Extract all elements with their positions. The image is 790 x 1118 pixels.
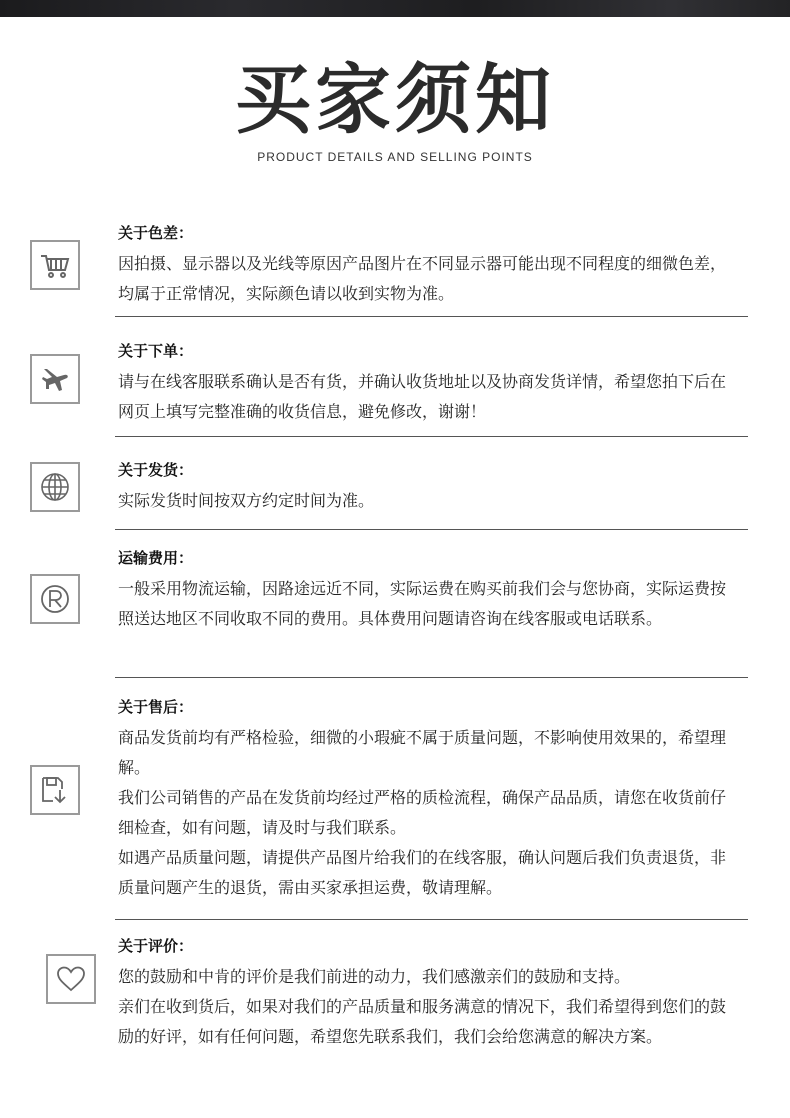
section-after-sales <box>118 697 728 903</box>
section-title: 关于发货： <box>118 461 194 479</box>
airplane-icon <box>30 354 80 404</box>
section-paragraph: 如遇产品质量问题，请提供产品图片给我们的在线客服，确认问题后我们负责退货，非质量问题产生的退货，需由买家承担运费，敬请理解。 <box>118 848 727 897</box>
section-divider <box>115 677 748 678</box>
page-subtitle: PRODUCT DETAILS AND SELLING POINTS <box>257 150 533 164</box>
section-divider <box>115 919 748 920</box>
section-color-difference <box>118 223 728 309</box>
page-header <box>0 55 790 164</box>
section-title: 关于售后： <box>118 698 194 716</box>
page-title: 买家须知 <box>235 55 555 144</box>
section-title: 关于评价： <box>118 937 194 955</box>
shopping-cart-icon <box>30 240 80 290</box>
heart-icon <box>46 954 96 1004</box>
section-reviews <box>118 936 728 1052</box>
registered-icon <box>30 574 80 624</box>
section-title: 关于下单： <box>118 342 194 360</box>
section-paragraph: 实际发货时间按双方约定时间为准。 <box>118 491 375 510</box>
section-paragraph: 商品发货前均有严格检验，细微的小瑕疵不属于质量问题，不影响使用效果的，希望理解。 <box>118 728 727 777</box>
section-paragraph: 请与在线客服联系确认是否有货，并确认收货地址以及协商发货详情，希望您拍下后在网页上填写完整准确的收货信息，避免修改，谢谢！ <box>118 372 727 421</box>
section-paragraph: 您的鼓励和中肯的评价是我们前进的动力，我们感激亲们的鼓励和支持。 <box>118 967 631 986</box>
globe-icon <box>30 462 80 512</box>
section-freight <box>118 548 728 634</box>
section-divider <box>115 316 748 317</box>
section-paragraph: 我们公司销售的产品在发货前均经过严格的质检流程，确保产品品质，请您在收货前仔细检查，如有问题，请及时与我们联系。 <box>118 788 727 837</box>
section-ordering <box>118 341 728 427</box>
section-divider <box>115 529 748 530</box>
section-paragraph: 一般采用物流运输，因路途远近不同，实际运费在购买前我们会与您协商，实际运费按照送达地区不同收取不同的费用。具体费用问题请咨询在线客服或电话联系。 <box>118 579 727 628</box>
section-paragraph: 因拍摄、显示器以及光线等原因产品图片在不同显示器可能出现不同程度的细微色差，均属于正常情况，实际颜色请以收到实物为准。 <box>118 254 727 303</box>
section-divider <box>115 436 748 437</box>
section-title: 关于色差： <box>118 224 194 242</box>
section-paragraph: 亲们在收到货后，如果对我们的产品质量和服务满意的情况下，我们希望得到您们的鼓励的好评，如有任何问题，希望您先联系我们，我们会给您满意的解决方案。 <box>118 997 727 1046</box>
top-banner-strip <box>0 0 790 17</box>
section-title: 运输费用： <box>118 549 194 567</box>
download-icon <box>30 765 80 815</box>
section-shipping <box>118 460 728 516</box>
